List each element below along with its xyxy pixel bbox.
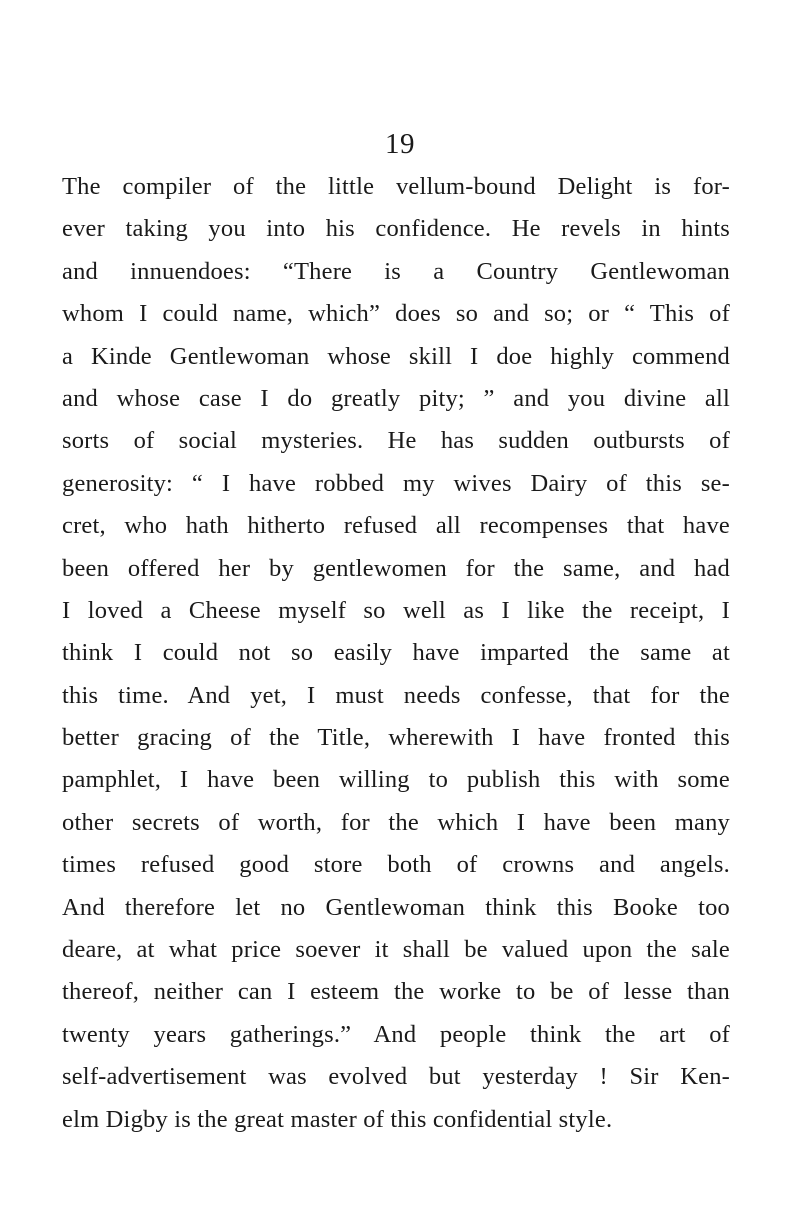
text-line: and innuendoes: “There is a Country Gentlewoman — [62, 257, 730, 285]
text-line: The compiler of the little vellum-bound Delight is for- — [62, 173, 730, 200]
text-line: better gracing of the Title, wherewith I have fronted this — [62, 724, 730, 752]
text-line: whom I could name, which” does so and so; or “ This of — [62, 300, 730, 328]
text-line: times refused good store both of crowns and angels. — [62, 851, 730, 879]
text-line: this time. And yet, I must needs confesse, that for the — [62, 681, 730, 709]
text-line: think I could not so easily have imparted the same at — [62, 639, 730, 667]
text-line: I loved a Cheese myself so well as I like the receipt, I — [62, 596, 730, 624]
text-line: a Kinde Gentlewoman whose skill I doe highly commend — [62, 342, 730, 370]
text-line: pamphlet, I have been willing to publish this with some — [62, 766, 730, 794]
page-number: 19 — [385, 128, 415, 160]
text-line: ever taking you into his confidence. He revels in hints — [62, 215, 730, 243]
text-line: generosity: “ I have robbed my wives Dairy of this se- — [62, 469, 730, 497]
text-line: cret, who hath hitherto refused all recompenses that have — [62, 512, 730, 540]
text-line: been offered her by gentlewomen for the same, and had — [62, 554, 730, 582]
text-line: self-advertisement was evolved but yesterday ! Sir Ken- — [62, 1063, 730, 1091]
text-line: sorts of social mysteries. He has sudden outbursts of — [62, 427, 730, 455]
text-line: and whose case I do greatly pity; ” and you divine all — [62, 384, 730, 412]
text-line: twenty years gatherings.” And people think the art of — [62, 1020, 730, 1048]
body-text — [62, 166, 730, 1141]
text-line: thereof, neither can I esteem the worke to be of lesse than — [62, 978, 730, 1006]
text-line: elm Digby is the great master of this confidential style. — [62, 1105, 613, 1133]
text-line: deare, at what price soever it shall be valued upon the sale — [62, 936, 730, 964]
text-line: other secrets of worth, for the which I have been many — [62, 808, 730, 836]
text-line: And therefore let no Gentlewoman think this Booke too — [62, 893, 730, 921]
